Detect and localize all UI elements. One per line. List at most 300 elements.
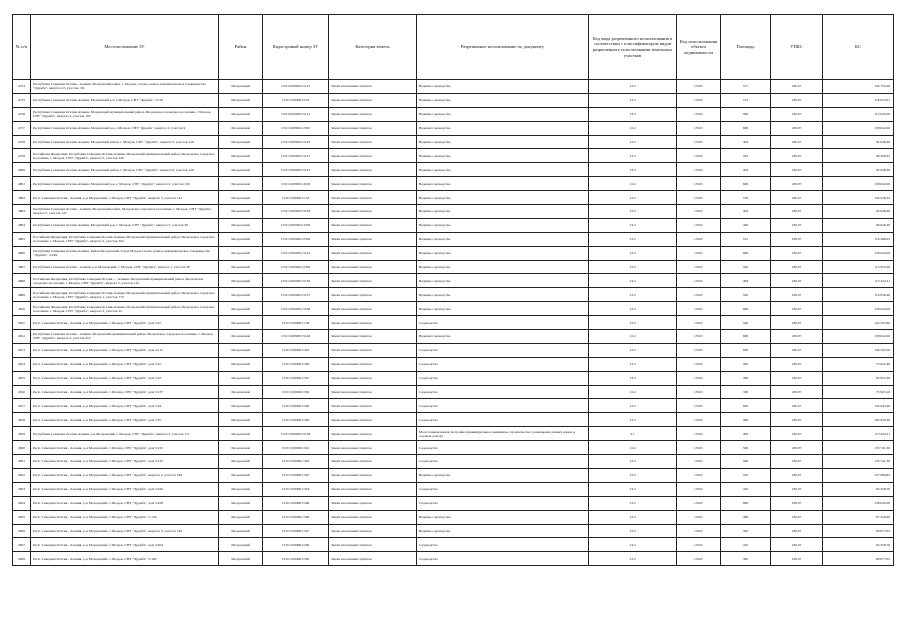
permitted-use-code-cell: 13.2 (589, 496, 677, 510)
cadastral-number-cell: 15:01:0109001:326 (263, 357, 329, 371)
parcel-location-cell: Российская Федерация, Республика Северная Осетия-Алания, Моздокский муниципальный район, Моздокское городское поселение, г. Моздок, СНТ "Дружба", квартал 2, участок 204 (31, 232, 219, 246)
upks-cell: 230,07 (771, 357, 823, 371)
area-cell: 650 (721, 343, 771, 357)
district-cell: Моздокский (219, 357, 263, 371)
permitted-use-code-cell: 13.2 (589, 510, 677, 524)
upks-cell: 230,07 (771, 80, 823, 94)
row-number-cell: 4825 (13, 510, 31, 524)
table-row (13, 427, 894, 441)
permitted-use-code-cell: 13.2 (589, 121, 677, 135)
district-cell: Моздокский (219, 510, 263, 524)
district-cell: Моздокский (219, 177, 263, 191)
permitted-use-code-cell: 13.2 (589, 205, 677, 219)
district-cell: Моздокский (219, 93, 263, 107)
land-category-cell: Земли населенных пунктов (329, 441, 417, 455)
permitted-use-cell: Садоводство (417, 399, 589, 413)
cadastral-value-cell: 96 399,33 (823, 149, 894, 163)
cadastral-number-cell: 15:01:0109001:344 (263, 482, 329, 496)
permitted-use-cell: Ведение садоводства (417, 218, 589, 232)
cadastral-value-cell: 138 042,00 (823, 302, 894, 316)
parcel-location-cell: Респ. Северная Осетия - Алания, р-н Моздокский, г. Моздок, СНТ "Дружба", дом 5/47 (31, 357, 219, 371)
usage-code-cell: 13:02: (677, 524, 721, 538)
table-row (13, 357, 894, 371)
usage-code-cell: 13:02: (677, 205, 721, 219)
usage-code-cell: 13:02: (677, 246, 721, 260)
land-parcels-table (12, 14, 894, 566)
header-cell: Код использования объекта недвижимости (677, 15, 721, 80)
row-number-cell: 4810 (13, 302, 31, 316)
land-category-cell: Земли населенных пунктов (329, 218, 417, 232)
upks-cell: 230,07 (771, 343, 823, 357)
usage-code-cell: 13:02: (677, 288, 721, 302)
cadastral-number-cell: 15:01:0109001:350 (263, 552, 329, 566)
row-number-cell: 4805 (13, 232, 31, 246)
cadastral-number-cell: 15:01:0109001:272 (263, 93, 329, 107)
permitted-use-code-cell: 13.2 (589, 80, 677, 94)
table-row (13, 80, 894, 94)
usage-code-cell: 13:02: (677, 441, 721, 455)
table-row (13, 302, 894, 316)
row-number-cell: 4822 (13, 468, 31, 482)
header-cell: Разрешенное использование по документу (417, 15, 589, 80)
cadastral-value-cell: 94 328,70 (823, 482, 894, 496)
permitted-use-cell: Малоэтажная жилая застройка (индивидуальное жилищное строительство; размещение дачных домов и садовых домов) (417, 427, 589, 441)
land-category-cell: Земли населенных пунктов (329, 302, 417, 316)
area-cell: 620 (721, 399, 771, 413)
cadastral-number-cell: 15:01:0109001:4318 (263, 218, 329, 232)
district-cell: Моздокский (219, 343, 263, 357)
district-cell: Моздокский (219, 260, 263, 274)
cadastral-value-cell: 94 328,70 (823, 538, 894, 552)
header-cell: КС (823, 15, 894, 80)
cadastral-number-cell: 15:01:0109001:341 (263, 441, 329, 455)
table-header-row (13, 15, 894, 80)
upks-cell: 230,07 (771, 177, 823, 191)
land-category-cell: Земли населенных пунктов (329, 191, 417, 205)
usage-code-cell: 13:02: (677, 510, 721, 524)
district-cell: Моздокский (219, 316, 263, 330)
row-number-cell: 4803 (13, 205, 31, 219)
cadastral-value-cell: 92 948,28 (823, 135, 894, 149)
land-category-cell: Земли населенных пунктов (329, 80, 417, 94)
usage-code-cell: 13:02: (677, 455, 721, 469)
permitted-use-cell: Садоводство (417, 552, 589, 566)
land-category-cell: Земли населенных пунктов (329, 524, 417, 538)
cadastral-value-cell: 138 042,00 (823, 330, 894, 344)
land-category-cell: Земли населенных пунктов (329, 177, 417, 191)
permitted-use-cell: Ведение садоводства (417, 177, 589, 191)
cadastral-value-cell: 119 636,40 (823, 288, 894, 302)
table-row (13, 107, 894, 121)
cadastral-number-cell: 15:01:0109001:346 (263, 496, 329, 510)
permitted-use-cell: Садоводство (417, 316, 589, 330)
cadastral-value-cell: 87 426,60 (823, 510, 894, 524)
land-category-cell: Земли населенных пунктов (329, 385, 417, 399)
district-cell: Моздокский (219, 149, 263, 163)
district-cell: Моздокский (219, 288, 263, 302)
row-number-cell: 4821 (13, 455, 31, 469)
upks-cell: 230,07 (771, 149, 823, 163)
permitted-use-code-cell: 13.2 (589, 288, 677, 302)
table-row (13, 218, 894, 232)
district-cell: Моздокский (219, 135, 263, 149)
row-number-cell: 4801 (13, 177, 31, 191)
permitted-use-cell: Садоводство (417, 343, 589, 357)
upks-cell: 230,07 (771, 413, 823, 427)
row-number-cell: 4815 (13, 371, 31, 385)
table-row (13, 260, 894, 274)
land-category-cell: Земли населенных пунктов (329, 330, 417, 344)
land-category-cell: Земли населенных пунктов (329, 482, 417, 496)
permitted-use-cell: Садоводство (417, 385, 589, 399)
row-number-cell: 4814 (13, 357, 31, 371)
district-cell: Моздокский (219, 427, 263, 441)
upks-cell: 230,07 (771, 482, 823, 496)
permitted-use-code-cell: 13.2 (589, 93, 677, 107)
permitted-use-cell: Ведение садоводства (417, 135, 589, 149)
table-row (13, 246, 894, 260)
area-cell: 600 (721, 496, 771, 510)
permitted-use-cell: Ведение садоводства (417, 205, 589, 219)
table-row (13, 163, 894, 177)
land-category-cell: Земли населенных пунктов (329, 455, 417, 469)
cadastral-number-cell: 15:01:0109001:2325 (263, 121, 329, 135)
land-category-cell: Земли населенных пунктов (329, 343, 417, 357)
area-cell: 600 (721, 302, 771, 316)
cadastral-value-cell: 75 923,10 (823, 385, 894, 399)
upks-cell: 230,07 (771, 455, 823, 469)
cadastral-number-cell: 15:01:0109001:322 (263, 343, 329, 357)
area-cell: 420 (721, 218, 771, 232)
land-category-cell: Земли населенных пунктов (329, 232, 417, 246)
area-cell: 577 (721, 80, 771, 94)
land-category-cell: Земли населенных пунктов (329, 316, 417, 330)
area-cell: 540 (721, 316, 771, 330)
table-row (13, 232, 894, 246)
area-cell: 513 (721, 93, 771, 107)
usage-code-cell: 13:02: (677, 538, 721, 552)
table-row (13, 413, 894, 427)
header-cell: Кадастровый номер ЗУ (263, 15, 329, 80)
parcel-location-cell: Республика Северная Осетия-Алания, Моздокский район, г. Моздок, СНТ "Дружба", квартал 6, участок 120 (31, 163, 219, 177)
row-number-cell: 4819 (13, 427, 31, 441)
land-category-cell: Земли населенных пунктов (329, 93, 417, 107)
row-number-cell: 4759 (13, 149, 31, 163)
permitted-use-code-cell: 13.2 (589, 232, 677, 246)
permitted-use-code-cell: 13.2 (589, 246, 677, 260)
parcel-location-cell: Респ. Северная Осетия - Алания, р-н Моздокский, г. Моздок, СНТ "Дружба", дом 5/47 (31, 371, 219, 385)
district-cell: Моздокский (219, 302, 263, 316)
district-cell: Моздокский (219, 80, 263, 94)
cadastral-value-cell: 135 741,30 (823, 441, 894, 455)
upks-cell: 230,07 (771, 427, 823, 441)
header-cell: Категория земель (329, 15, 417, 80)
row-number-cell: 4817 (13, 399, 31, 413)
usage-code-cell: 13:02: (677, 482, 721, 496)
header-cell: Район (219, 15, 263, 80)
parcel-location-cell: Республика Северная Осетия - Алания, Моздокский район, г. Моздок, садово-дачное некоммерческое товарищество "Дружба", квартал 12, участок 132 (31, 80, 219, 94)
permitted-use-cell: Ведение садоводства (417, 232, 589, 246)
area-cell: 404 (721, 135, 771, 149)
row-number-cell: 4824 (13, 496, 31, 510)
cadastral-value-cell: 138 042,00 (823, 177, 894, 191)
permitted-use-code-cell: 13.2 (589, 274, 677, 288)
cadastral-number-cell: 15:01:0109001:5136 (263, 274, 329, 288)
permitted-use-cell: Садоводство (417, 538, 589, 552)
table-row (13, 177, 894, 191)
land-category-cell: Земли населенных пунктов (329, 552, 417, 566)
permitted-use-cell: Ведение садоводства (417, 149, 589, 163)
cadastral-value-cell: 92 948,28 (823, 205, 894, 219)
table-row (13, 385, 894, 399)
upks-cell: 230,07 (771, 385, 823, 399)
parcel-location-cell: Республика Северная Осетия-Алания, Моздокский р-н, г.Моздок, СНТ "Дружба", квартал 2, участок 9 (31, 121, 219, 135)
land-category-cell: Земли населенных пунктов (329, 468, 417, 482)
row-number-cell: 4808 (13, 274, 31, 288)
parcel-location-cell: Респ. Северная Осетия - Алания, р-н Моздокский, г. Моздок, СНТ "Дружба", дом 5/24 (31, 399, 219, 413)
upks-cell: 230,07 (771, 510, 823, 524)
cadastral-number-cell: 15:01:0109001:2329 (263, 260, 329, 274)
parcel-location-cell: Российская Федерация, Республика Северная Осетия-Алания, Моздокский муниципальный район, Моздокское городское поселение, г. Моздок, СНТ "Дружба", квартал 5, участок 128 (31, 149, 219, 163)
area-cell: 590 (721, 455, 771, 469)
permitted-use-cell: Садоводство (417, 482, 589, 496)
land-category-cell: Земли населенных пунктов (329, 149, 417, 163)
usage-code-cell: 13:02: (677, 93, 721, 107)
parcel-location-cell: Респ. Северная Осетия - Алания, р-н Моздокский, г. Моздок, СНТ "Дружба", дом 5/37 (31, 413, 219, 427)
row-number-cell: 4756 (13, 107, 31, 121)
permitted-use-code-cell: 13.2 (589, 302, 677, 316)
permitted-use-code-cell: 13.2 (589, 468, 677, 482)
permitted-use-code-cell: 13.2 (589, 441, 677, 455)
parcel-location-cell: Респ. Северная Осетия - Алания, р-н Моздокский, г. Моздок, СНТ "Дружба", квартал 5, участок 142 (31, 191, 219, 205)
land-category-cell: Земли населенных пунктов (329, 205, 417, 219)
table-row (13, 121, 894, 135)
register-sheet (12, 14, 893, 566)
permitted-use-cell: Ведение садоводства (417, 330, 589, 344)
cadastral-value-cell: 138 042,00 (823, 246, 894, 260)
permitted-use-code-cell: 13.2 (589, 260, 677, 274)
parcel-location-cell: Республика Северная Осетия - Алания, Моздокский район, Моздокское городское поселение, г. Моздок, СНТ "Дружба", квартал 5, участок 147 (31, 205, 219, 219)
upks-cell: 230,07 (771, 93, 823, 107)
upks-cell: 230,07 (771, 191, 823, 205)
row-number-cell: 4812 (13, 330, 31, 344)
row-number-cell: 4806 (13, 246, 31, 260)
permitted-use-code-cell: 13.2 (589, 343, 677, 357)
table-row (13, 496, 894, 510)
row-number-cell: 4754 (13, 80, 31, 94)
table-row (13, 330, 894, 344)
header-cell: Местоположение ЗУ (31, 15, 219, 80)
table-row (13, 371, 894, 385)
upks-cell: 230,07 (771, 302, 823, 316)
area-cell: 493 (721, 427, 771, 441)
area-cell: 395 (721, 552, 771, 566)
cadastral-number-cell: 15:01:0109001:5214 (263, 246, 329, 260)
usage-code-cell: 13:02: (677, 80, 721, 94)
usage-code-cell: 13:02: (677, 496, 721, 510)
row-number-cell: 4807 (13, 260, 31, 274)
upks-cell: 230,07 (771, 441, 823, 455)
cadastral-value-cell: 149 545,50 (823, 343, 894, 357)
upks-cell: 230,07 (771, 371, 823, 385)
parcel-location-cell: Респ. Северная Осетия - Алания, р-н Моздокский, г. Моздок, СНТ "Дружба", 5/130 (31, 510, 219, 524)
permitted-use-cell: Ведение садоводства (417, 163, 589, 177)
parcel-location-cell: Республика Северная Осетия-Алания, р-н Моздокский, г. Моздок, СНТ "Дружба", квартал 2, участок 171 (31, 427, 219, 441)
usage-code-cell: 13:02: (677, 316, 721, 330)
district-cell: Моздокский (219, 455, 263, 469)
area-cell: 360 (721, 371, 771, 385)
land-category-cell: Земли населенных пунктов (329, 121, 417, 135)
area-cell: 460 (721, 413, 771, 427)
district-cell: Моздокский (219, 496, 263, 510)
area-cell: 410 (721, 482, 771, 496)
permitted-use-cell: Садоводство (417, 496, 589, 510)
upks-cell: 230,07 (771, 288, 823, 302)
land-category-cell: Земли населенных пунктов (329, 135, 417, 149)
upks-cell: 230,07 (771, 260, 823, 274)
land-category-cell: Земли населенных пунктов (329, 427, 417, 441)
table-row (13, 191, 894, 205)
area-cell: 493 (721, 274, 771, 288)
land-category-cell: Земли населенных пунктов (329, 413, 417, 427)
table-row (13, 552, 894, 566)
upks-cell: 230,07 (771, 399, 823, 413)
row-number-cell: 4755 (13, 93, 31, 107)
usage-code-cell: 13:02: (677, 371, 721, 385)
district-cell: Моздокский (219, 121, 263, 135)
permitted-use-cell: Садоводство (417, 441, 589, 455)
land-category-cell: Земли населенных пунктов (329, 496, 417, 510)
parcel-location-cell: Респ. Северная Осетия - Алания, р-н Моздокский, г. Моздок, СНТ "Дружба", дом 2/115 (31, 343, 219, 357)
permitted-use-code-cell: 13.2 (589, 399, 677, 413)
usage-code-cell: 13:02: (677, 274, 721, 288)
district-cell: Моздокский (219, 524, 263, 538)
cadastral-number-cell: 15:01:0109001:348 (263, 510, 329, 524)
upks-cell: 230,07 (771, 107, 823, 121)
parcel-location-cell: Респ. Северная Осетия - Алания, р-н Моздокский, г. Моздок, СНТ "Дружба", дом 2/204 (31, 538, 219, 552)
cadastral-number-cell: 15:01:0109001:347 (263, 524, 329, 538)
area-cell: 520 (721, 288, 771, 302)
permitted-use-code-cell: 13.2 (589, 371, 677, 385)
district-cell: Моздокский (219, 246, 263, 260)
usage-code-cell: 13:02: (677, 177, 721, 191)
cadastral-value-cell: 96 629,40 (823, 218, 894, 232)
permitted-use-code-cell: 13.2 (589, 316, 677, 330)
header-cell: УПКС (771, 15, 823, 80)
row-number-cell: 4800 (13, 163, 31, 177)
parcel-location-cell: Республика Северная Осетия-Алания, Моздокский р-н, г.Моздок, СНТ "Дружба", 5/116 (31, 93, 219, 107)
permitted-use-code-cell: 13.2 (589, 413, 677, 427)
area-cell: 320 (721, 357, 771, 371)
permitted-use-cell: Ведение садоводства (417, 260, 589, 274)
row-number-cell: 4802 (13, 191, 31, 205)
usage-code-cell: 13:02: (677, 399, 721, 413)
parcel-location-cell: Респ. Северная Осетия - Алания, р-н Моздокский, г. Моздок, СНТ "Дружба", дом 5/226 (31, 482, 219, 496)
area-cell: 600 (721, 330, 771, 344)
permitted-use-code-cell: 13.2 (589, 163, 677, 177)
cadastral-number-cell: 15:01:0109001:5137 (263, 288, 329, 302)
table-row (13, 316, 894, 330)
upks-cell: 230,07 (771, 163, 823, 177)
upks-cell: 230,07 (771, 524, 823, 538)
table-row (13, 482, 894, 496)
row-number-cell: 4826 (13, 524, 31, 538)
upks-cell: 230,07 (771, 246, 823, 260)
cadastral-number-cell: 15:01:0109001:5115 (263, 80, 329, 94)
district-cell: Моздокский (219, 538, 263, 552)
table-row (13, 441, 894, 455)
district-cell: Моздокский (219, 385, 263, 399)
district-cell: Моздокский (219, 191, 263, 205)
cadastral-number-cell: 15:01:0109001:5136 (263, 427, 329, 441)
district-cell: Моздокский (219, 274, 263, 288)
upks-cell: 230,07 (771, 232, 823, 246)
row-number-cell: 4758 (13, 135, 31, 149)
district-cell: Моздокский (219, 399, 263, 413)
cadastral-number-cell: 15:01:0109001:5159 (263, 205, 329, 219)
row-number-cell: 4823 (13, 482, 31, 496)
area-cell: 404 (721, 205, 771, 219)
table-row (13, 343, 894, 357)
header-cell: № п/п (13, 15, 31, 80)
parcel-location-cell: Респ. Северная Осетия - Алания, р-н Моздокский, г. Моздок, СНТ "Дружба", дом 5/106 (31, 496, 219, 510)
land-category-cell: Земли населенных пунктов (329, 246, 417, 260)
usage-code-cell: 13:02: (677, 135, 721, 149)
cadastral-value-cell: 82 825,20 (823, 371, 894, 385)
parcel-location-cell: Российская Федерация, Республика Северная Осетия-Алания, Моздокский муниципальный район, Моздокское городское поселение, г. Моздок, СНТ "Дружба", квартал 3, участок 22 (31, 302, 219, 316)
cadastral-number-cell: 15:01:0109001:153 (263, 191, 329, 205)
cadastral-value-cell: 138 042,00 (823, 496, 894, 510)
cadastral-number-cell: 15:01:0109001:329 (263, 413, 329, 427)
area-cell: 515 (721, 232, 771, 246)
cadastral-number-cell: 15:01:0109001:159 (263, 316, 329, 330)
usage-code-cell: 13:02: (677, 218, 721, 232)
table-row (13, 524, 894, 538)
table-row (13, 510, 894, 524)
permitted-use-code-cell: 13.2 (589, 149, 677, 163)
upks-cell: 230,07 (771, 538, 823, 552)
row-number-cell: 4813 (13, 343, 31, 357)
permitted-use-cell: Ведение садоводства (417, 302, 589, 316)
row-number-cell: 4816 (13, 385, 31, 399)
permitted-use-code-cell: 13.2 (589, 524, 677, 538)
permitted-use-cell: Ведение садоводства (417, 524, 589, 538)
cadastral-number-cell: 15:01:0109001:5112 (263, 107, 329, 121)
upks-cell: 230,07 (771, 552, 823, 566)
permitted-use-code-cell: 13.2 (589, 455, 677, 469)
permitted-use-cell: Садоводство (417, 371, 589, 385)
area-cell: 600 (721, 246, 771, 260)
usage-code-cell: 13:02: (677, 107, 721, 121)
cadastral-value-cell: 115 955,28 (823, 260, 894, 274)
district-cell: Моздокский (219, 163, 263, 177)
row-number-cell: 4809 (13, 288, 31, 302)
permitted-use-code-cell: 13.2 (589, 218, 677, 232)
usage-code-cell: 13:02: (677, 427, 721, 441)
cadastral-number-cell: 15:01:0109001:4318 (263, 177, 329, 191)
land-category-cell: Земли населенных пунктов (329, 371, 417, 385)
table-row (13, 288, 894, 302)
table-row (13, 274, 894, 288)
usage-code-cell: 13:02: (677, 163, 721, 177)
table-row (13, 149, 894, 163)
area-cell: 419 (721, 149, 771, 163)
land-category-cell: Земли населенных пунктов (329, 399, 417, 413)
table-row (13, 205, 894, 219)
table-body (13, 80, 894, 566)
upks-cell: 230,07 (771, 205, 823, 219)
upks-cell: 230,07 (771, 496, 823, 510)
